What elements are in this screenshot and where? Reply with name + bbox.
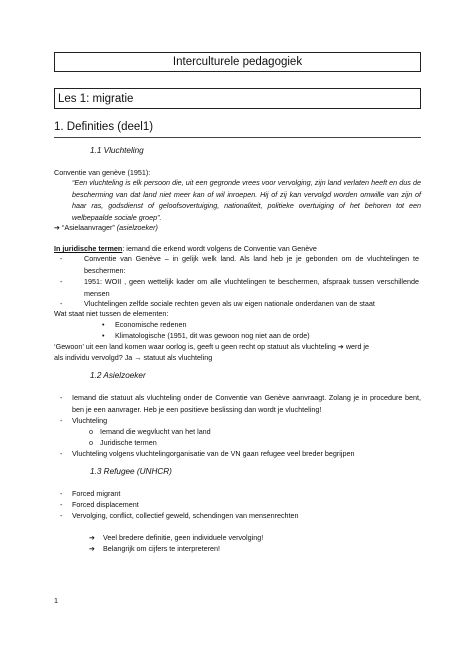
bullet-icon: • — [102, 320, 105, 329]
asielzoeker-item: Vluchteling volgens vluchtelingorganisatie van de VN gaan refugee veel breder begrijpen — [72, 449, 355, 458]
juridisch-item: 1951: WOII , geen wettelijk kader om alle vluchtelingen te beschermen, afspraak tussen verschillende mensen — [84, 277, 419, 298]
subheading-vluchteling: 1.1 Vluchteling — [90, 146, 144, 155]
refugee-item: Forced migrant — [72, 489, 121, 498]
arrow-icon: ➔ — [337, 342, 344, 351]
gewoon-end: werd je — [345, 342, 370, 351]
sub-item: Iemand die wegvlucht van het land — [100, 427, 211, 436]
dash-icon: - — [60, 500, 63, 509]
dash-icon: - — [60, 254, 63, 263]
bullet-icon: • — [102, 331, 105, 340]
distinction-label: Wat staat niet tussen de elementen: — [54, 309, 169, 318]
arrow-icon: ➔ — [89, 533, 96, 542]
conventie-label: Conventie van genève (1951): — [54, 168, 151, 177]
asiel-quote: “Asielaanvrager” — [62, 223, 115, 232]
arrow-icon: ➔ — [54, 223, 61, 232]
gewoon-line-2: als individu vervolgd? Ja → statuut als vluchteling — [54, 353, 213, 362]
sub-item: Juridische termen — [100, 438, 157, 447]
circle-bullet-icon: o — [89, 438, 93, 447]
juridisch-item: Conventie van Genève – in gelijk welk land. Als land heb je je gebonden om de vluchtelingen te beschermen: — [84, 254, 419, 275]
dash-icon: - — [60, 299, 63, 308]
refugee-item: Forced displacement — [72, 500, 139, 509]
document-title: Interculturele pedagogiek — [172, 56, 303, 68]
dash-icon: - — [60, 393, 63, 402]
section-heading: 1. Definities (deel1) — [54, 121, 154, 133]
circle-bullet-icon: o — [89, 427, 93, 436]
asielzoeker-item: Vluchteling — [72, 416, 108, 425]
gewoon-line-1 — [54, 341, 369, 353]
dash-icon: - — [60, 511, 63, 520]
juridisch-label: In juridische termen — [54, 244, 123, 253]
section-divider — [54, 137, 421, 138]
definition-quote: “Een vluchteling is elk persoon die, uit een gegronde vrees voor vervolging, zijn land verlaten heeft en dus de bescherming van dat land niet meer kan of wil inroepen. Hij of zij kan vervolgd worden omwille van zijn of haar ras, godsdienst of geloofsovertuiging, nationaliteit, politieke overtuiging of het behoren tot een welbepaalde sociale groep”. — [72, 178, 421, 222]
lesson-heading: Les 1: migratie — [58, 93, 134, 105]
refugee-arrow-item: Veel bredere definitie, geen individuele vervolging! — [103, 533, 264, 542]
gewoon-text: ‘Gewoon’ uit een land komen waar oorlog is, geeft u geen recht op statuut als vluchteling — [54, 342, 336, 351]
page-number: 1 — [54, 596, 58, 605]
dash-icon: - — [60, 449, 63, 458]
asielzoeker-item: Iemand die statuut als vluchteling onder de Conventie van Genève aanvraagt. Zolang je in procedure bent, ben je een aanvrager. Heb je een positieve beslissing dan wordt je vluchteling! — [72, 393, 421, 414]
subheading-asielzoeker: 1.2 Asielzoeker — [90, 371, 146, 380]
distinction-item: Economische redenen — [115, 320, 187, 329]
juridisch-rest: : iemand die erkend wordt volgens de Conventie van Genève — [122, 244, 317, 253]
refugee-item: Vervolging, conflict, collectief geweld, schendingen van mensenrechten — [72, 511, 299, 520]
asiel-paren: (asielzoeker) — [116, 223, 158, 232]
juridisch-item: Vluchtelingen zelfde sociale rechten geven als uw eigen nationale onderdanen van de staat — [84, 299, 375, 308]
lesson-box — [54, 88, 421, 109]
dash-icon: - — [60, 416, 63, 425]
subheading-refugee: 1.3 Refugee (UNHCR) — [90, 467, 172, 476]
dash-icon: - — [60, 489, 63, 498]
distinction-item: Klimatologische (1951, dit was gewoon nog niet aan de orde) — [115, 331, 310, 340]
dash-icon: - — [60, 277, 63, 286]
arrow-icon: ➔ — [89, 544, 96, 553]
refugee-arrow-item: Belangrijk om cijfers te interpreteren! — [103, 544, 221, 553]
asiel-line — [54, 222, 158, 234]
title-box — [54, 52, 421, 72]
